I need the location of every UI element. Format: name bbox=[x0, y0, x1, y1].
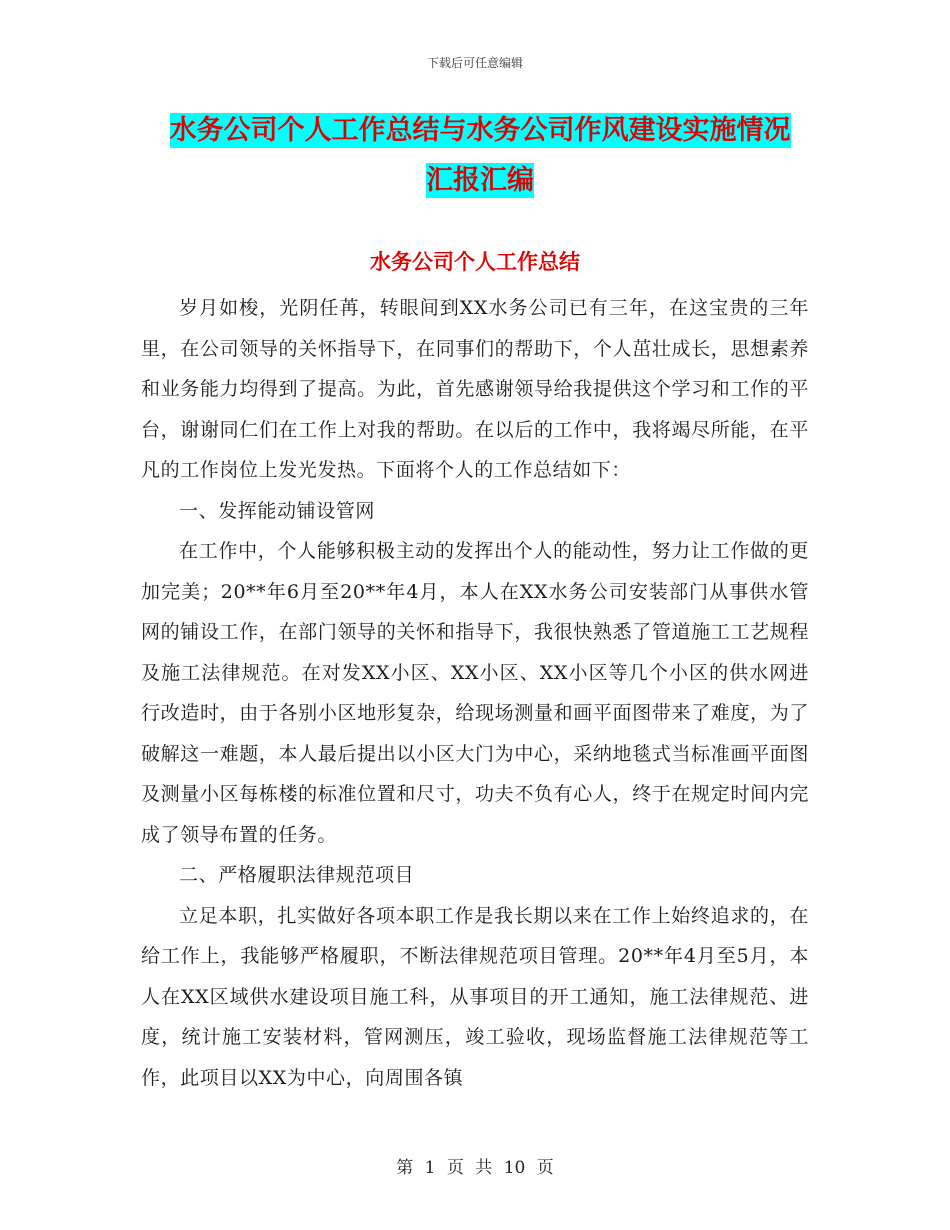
header-note: 下载后可任意编辑 bbox=[426, 56, 523, 70]
title-line-2: 汇报汇编 bbox=[426, 165, 534, 196]
title-line-1: 水务公司个人工作总结与水务公司作风建设实施情况 bbox=[169, 115, 791, 146]
body-text bbox=[141, 288, 809, 1098]
paragraph-intro: 岁月如梭，光阴任苒，转眼间到XX水务公司已有三年，在这宝贵的三年里，在公司领导的关怀指导下，在同事们的帮助下，个人茁壮成长，思想素养和业务能力均得到了提高。为此，首先感谢领导给我提供这个学习和工作的平台，谢谢同仁们在工作上对我的帮助。在以后的工作中，我将竭尽所能，在平凡的工作岗位上发光发热。下面将个人的工作总结如下： bbox=[141, 297, 809, 481]
page-footer: 第 1 页 共 10 页 bbox=[396, 1158, 554, 1178]
paragraph-one: 在工作中，个人能够积极主动的发挥出个人的能动性，努力让工作做的更加完美；20**年6月至20**年4月，本人在XX水务公司安装部门从事供水管网的铺设工作，在部门领导的关怀和指导下，我很快熟悉了管道施工工艺规程及施工法律规范。在对发XX小区、XX小区、XX小区等几个小区的供水网进行改造时，由于各别小区地形复杂，给现场测量和画平面图带来了难度，为了破解这一难题，本人最后提出以小区大门为中心，采纳地毯式当标准画平面图及测量小区每栋楼的标准位置和尺寸，功夫不负有心人，终于在规定时间内完成了领导布置的任务。 bbox=[141, 540, 809, 846]
section-title: 水务公司个人工作总结 bbox=[370, 250, 580, 274]
heading-one: 一、发挥能动铺设管网 bbox=[179, 499, 376, 522]
paragraph-two: 立足本职，扎实做好各项本职工作是我长期以来在工作上始终追求的，在给工作上，我能够严格履职，不断法律规范项目管理。20**年4月至5月，本人在XX区域供水建设项目施工科，从事项目的开工通知，施工法律规范、进度，统计施工安装材料，管网测压，竣工验收，现场监督施工法律规范等工作，此项目以XX为中心，向周围各镇 bbox=[141, 904, 809, 1089]
document-title bbox=[140, 106, 820, 206]
heading-two: 二、严格履职法律规范项目 bbox=[179, 864, 415, 886]
